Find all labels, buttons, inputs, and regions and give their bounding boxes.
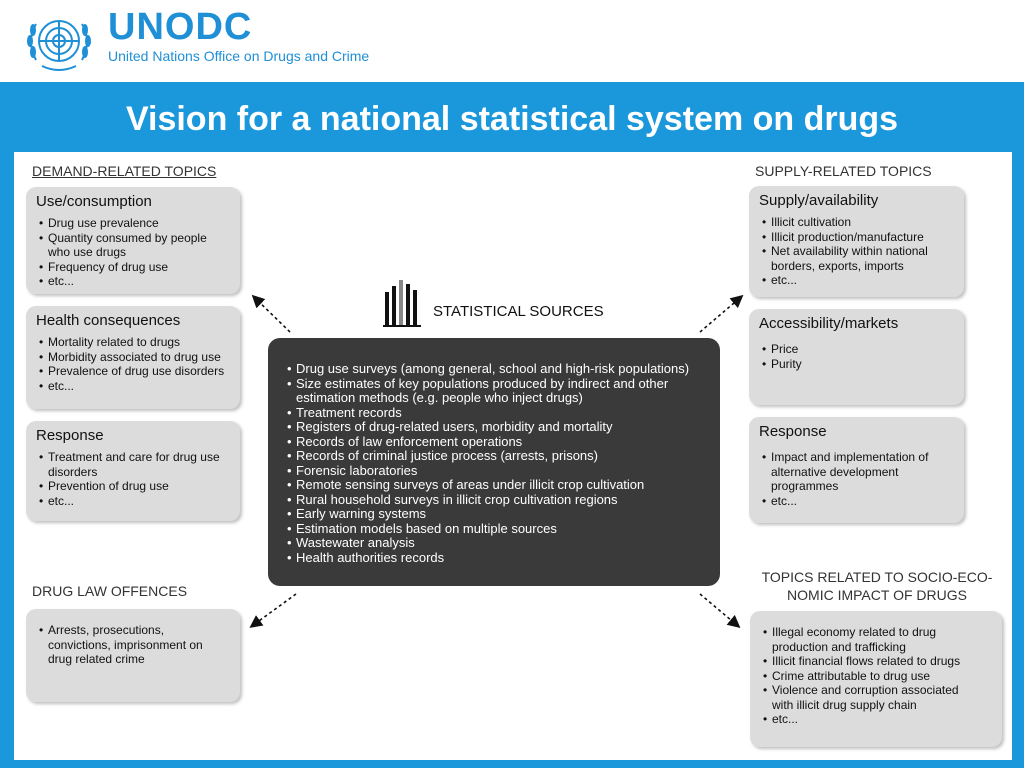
source-item: • Rural household surveys in illicit crop cultivation regions: [296, 493, 706, 508]
list-item: • Prevalence of drug use disorders: [48, 364, 230, 379]
source-item: • Treatment records: [296, 406, 706, 421]
arrow-to-supply: [700, 297, 741, 332]
box-title: Response: [759, 423, 827, 440]
box-title: Response: [36, 427, 104, 444]
arrow-to-demand: [254, 297, 290, 332]
list-item: • Violence and corruption associated with illicit drug supply chain: [772, 683, 982, 712]
box-title: Accessibility/markets: [759, 315, 899, 332]
list-item: • Crime attributable to drug use: [772, 669, 992, 684]
socio-heading-line2: NOMIC IMPACT OF DRUGS: [787, 587, 967, 603]
source-item: • Drug use surveys (among general, school and high-risk populations): [296, 362, 706, 377]
list-item: • Net availability within national borders, exports, imports: [771, 244, 951, 273]
supply-heading: SUPPLY-RELATED TOPICS: [755, 163, 932, 179]
socio-heading-line1: TOPICS RELATED TO SOCIO-ECO-: [761, 569, 993, 585]
source-item: • Early warning systems: [296, 507, 706, 522]
list-item: • etc...: [771, 273, 954, 288]
list-item: • Illegal economy related to drug production and trafficking: [772, 625, 962, 654]
box-title: Health consequences: [36, 312, 181, 329]
statistical-sources-label: STATISTICAL SOURCES: [433, 303, 604, 320]
source-item: • Size estimates of key populations produced by indirect and other estimation methods (e.g. people who inject drugs): [296, 377, 701, 406]
list-item: • Illicit production/manufacture: [771, 230, 954, 245]
source-item: • Records of law enforcement operations: [296, 435, 706, 450]
source-item: • Health authorities records: [296, 551, 706, 566]
list-item: • etc...: [48, 494, 230, 509]
list-item: • Purity: [771, 357, 954, 372]
source-item: • Remote sensing surveys of areas under illicit crop cultivation: [296, 478, 706, 493]
list-item: • etc...: [48, 274, 230, 289]
source-item: • Registers of drug-related users, morbidity and mortality: [296, 420, 706, 435]
list-item: • Drug use prevalence: [48, 216, 230, 231]
arrow-to-drug-law: [252, 594, 296, 626]
source-item: • Estimation models based on multiple sources: [296, 522, 706, 537]
list-item: • etc...: [48, 379, 230, 394]
list-item: • Frequency of drug use: [48, 260, 230, 275]
list-item: • Prevention of drug use: [48, 479, 230, 494]
list-item: • Mortality related to drugs: [48, 335, 230, 350]
source-item: • Wastewater analysis: [296, 536, 706, 551]
box-title: Use/consumption: [36, 193, 152, 210]
list-item: • Impact and implementation of alternative development programmes: [771, 450, 951, 494]
list-item: • Morbidity associated to drug use: [48, 350, 230, 365]
arrow-to-socio: [700, 594, 738, 626]
list-item: • Illicit cultivation: [771, 215, 954, 230]
list-item: • Illicit financial flows related to drugs: [772, 654, 992, 669]
source-item: • Records of criminal justice process (arrests, prisons): [296, 449, 706, 464]
source-item: • Forensic laboratories: [296, 464, 706, 479]
slide-title: Vision for a national statistical system on drugs: [125, 100, 899, 138]
list-item: • Treatment and care for drug use disorders: [48, 450, 233, 479]
drug-law-heading: DRUG LAW OFFENCES: [32, 583, 188, 599]
brand-full-name: United Nations Office on Drugs and Crime: [108, 48, 370, 64]
list-item: • Quantity consumed by people who use drugs: [48, 231, 228, 260]
demand-heading: DEMAND-RELATED TOPICS: [32, 163, 217, 179]
box-title: Supply/availability: [759, 192, 879, 209]
list-item: • Arrests, prosecutions, convictions, imprisonment on drug related crime: [48, 623, 218, 667]
list-item: • Price: [771, 342, 954, 357]
list-item: • etc...: [771, 494, 954, 509]
list-item: • etc...: [772, 712, 992, 727]
brand-name: UNODC: [108, 6, 253, 48]
